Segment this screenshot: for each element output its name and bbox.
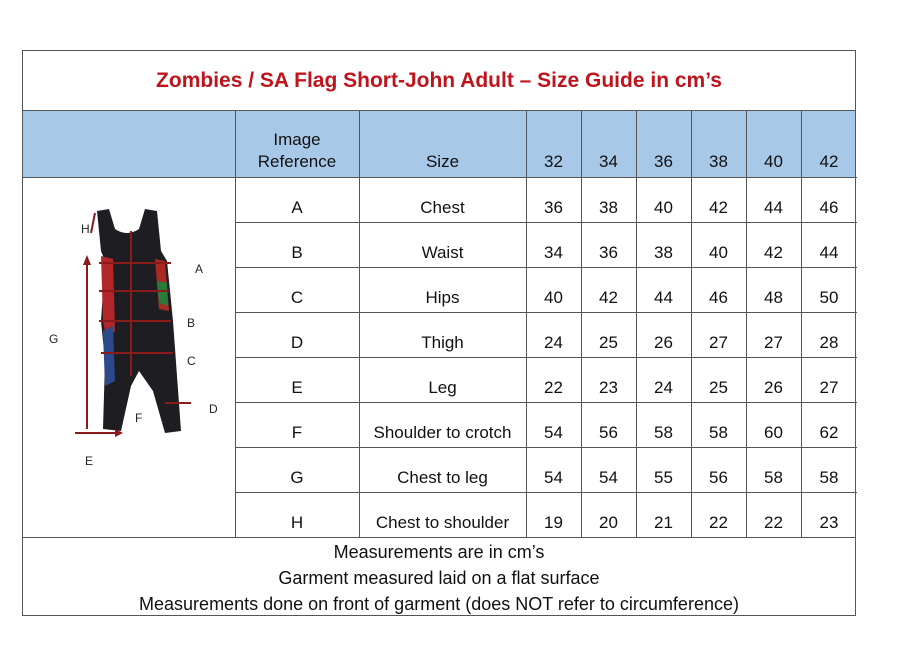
table-cell-value: 27: [764, 333, 783, 352]
label-e: E: [85, 454, 94, 468]
table-cell-value: 42: [764, 243, 783, 262]
grid-line-vertical: [691, 111, 692, 537]
table-cell-value: 58: [654, 423, 673, 442]
garment-diagram: [35, 181, 231, 481]
row-measurement-name: Thigh: [421, 333, 464, 352]
header-image-reference: [235, 111, 359, 173]
table-cell-value: 34: [544, 243, 563, 262]
table-cell-value: 19: [544, 513, 563, 532]
table-cell-value: 40: [544, 288, 563, 307]
header-size: Size: [425, 152, 460, 171]
table-cell-value: 24: [654, 378, 673, 397]
grid-line-vertical: [636, 111, 637, 537]
grid-line-horizontal: [235, 447, 857, 448]
row-measurement-name: Chest to leg: [397, 468, 488, 487]
row-measurement-name: Chest: [420, 198, 465, 217]
grid-line-horizontal: [235, 402, 857, 403]
table-cell-value: 48: [764, 288, 783, 307]
footer-note-3: Measurements done on front of garment (does NOT refer to circumference): [139, 593, 739, 614]
header-size-34: 34: [599, 152, 618, 171]
grid-line-horizontal: [235, 357, 857, 358]
label-f: F: [135, 411, 143, 425]
label-h: H: [81, 222, 90, 236]
row-ref-a: A: [291, 198, 303, 217]
table-cell-value: 50: [819, 288, 839, 307]
table-cell-value: 38: [654, 243, 673, 262]
table-footer: [23, 537, 855, 617]
table-cell-value: 42: [709, 198, 728, 217]
table-cell-value: 58: [764, 468, 783, 487]
label-d: D: [209, 402, 218, 416]
table-cell-value: 20: [599, 513, 618, 532]
row-measurement-name: Shoulder to crotch: [373, 423, 512, 442]
header-ref-line1: Image: [273, 130, 321, 149]
table-cell-value: 46: [819, 198, 839, 217]
footer-note-1: Measurements are in cm’s: [333, 541, 545, 562]
grid-line-horizontal: [235, 312, 857, 313]
table-cell-value: 44: [764, 198, 783, 217]
table-cell-value: 56: [599, 423, 618, 442]
table-cell-value: 58: [709, 423, 728, 442]
table-cell-value: 44: [819, 243, 839, 262]
table-cell-value: 25: [599, 333, 618, 352]
page-title: Zombies / SA Flag Short-John Adult – Size Guide in cm’s: [156, 68, 722, 92]
table-cell-value: 25: [709, 378, 728, 397]
table-cell-value: 28: [819, 333, 839, 352]
header-size-32: 32: [544, 152, 563, 171]
grid-line-horizontal: [235, 267, 857, 268]
row-measurement-name: Hips: [425, 288, 460, 307]
table-cell-value: 38: [599, 198, 618, 217]
table-cell-value: 27: [819, 378, 839, 397]
table-cell-value: 27: [709, 333, 728, 352]
row-ref-d: D: [290, 333, 304, 352]
table-cell-value: 36: [599, 243, 618, 262]
label-g: G: [49, 332, 59, 346]
table-cell-value: 54: [599, 468, 618, 487]
flag-panel-left-blue: [103, 326, 115, 386]
table-cell-value: 21: [654, 513, 673, 532]
row-measurement-name: Waist: [421, 243, 464, 262]
table-cell-value: 22: [764, 513, 783, 532]
table-cell-value: 40: [654, 198, 673, 217]
table-cell-value: 62: [819, 423, 839, 442]
grid-line-vertical: [526, 111, 527, 537]
row-ref-b: B: [291, 243, 303, 262]
table-cell-value: 56: [709, 468, 728, 487]
table-cell-value: 26: [654, 333, 673, 352]
table-cell-value: 44: [654, 288, 673, 307]
grid-line-horizontal: [235, 222, 857, 223]
table-cell-value: 22: [709, 513, 728, 532]
header-size-42: 42: [819, 152, 839, 171]
grid-line-vertical: [746, 111, 747, 537]
row-measurement-name: Chest to shoulder: [375, 513, 510, 532]
header-size-38: 38: [709, 152, 728, 171]
row-measurement-name: Leg: [428, 378, 457, 397]
grid-line-horizontal: [235, 177, 857, 178]
grid-line-horizontal: [235, 492, 857, 493]
table-cell-value: 54: [544, 423, 563, 442]
table-cell-value: 58: [819, 468, 839, 487]
header-ref-line2: Reference: [257, 152, 337, 171]
grid-line-vertical: [581, 111, 582, 537]
table-cell-value: 26: [764, 378, 783, 397]
table-cell-value: 55: [654, 468, 673, 487]
footer-note-2: Garment measured laid on a flat surface: [278, 567, 600, 588]
grid-line-horizontal: [23, 177, 235, 178]
label-c: C: [187, 354, 196, 368]
table-cell-value: 60: [764, 423, 783, 442]
table-cell-value: 24: [544, 333, 563, 352]
label-b: B: [187, 316, 196, 330]
row-ref-f: F: [291, 423, 303, 442]
table-cell-value: 22: [544, 378, 563, 397]
table-cell-value: 42: [599, 288, 618, 307]
table-cell-value: 46: [709, 288, 728, 307]
table-cell-value: 23: [819, 513, 839, 532]
garment-illustration: [35, 181, 231, 481]
title-band: [23, 51, 855, 111]
row-ref-g: G: [290, 468, 304, 487]
size-guide-table: [22, 50, 856, 616]
grid-line-vertical: [235, 111, 236, 537]
header-size-40: 40: [764, 152, 783, 171]
grid-line-vertical: [801, 111, 802, 537]
row-ref-h: H: [290, 513, 304, 532]
table-cell-value: 23: [599, 378, 618, 397]
table-cell-value: 40: [709, 243, 728, 262]
table-cell-value: 54: [544, 468, 563, 487]
grid-line-vertical: [359, 111, 360, 537]
header-size-36: 36: [654, 152, 673, 171]
table-cell-value: 36: [544, 198, 563, 217]
label-a: A: [195, 262, 204, 276]
row-ref-c: C: [290, 288, 304, 307]
row-ref-e: E: [291, 378, 303, 397]
